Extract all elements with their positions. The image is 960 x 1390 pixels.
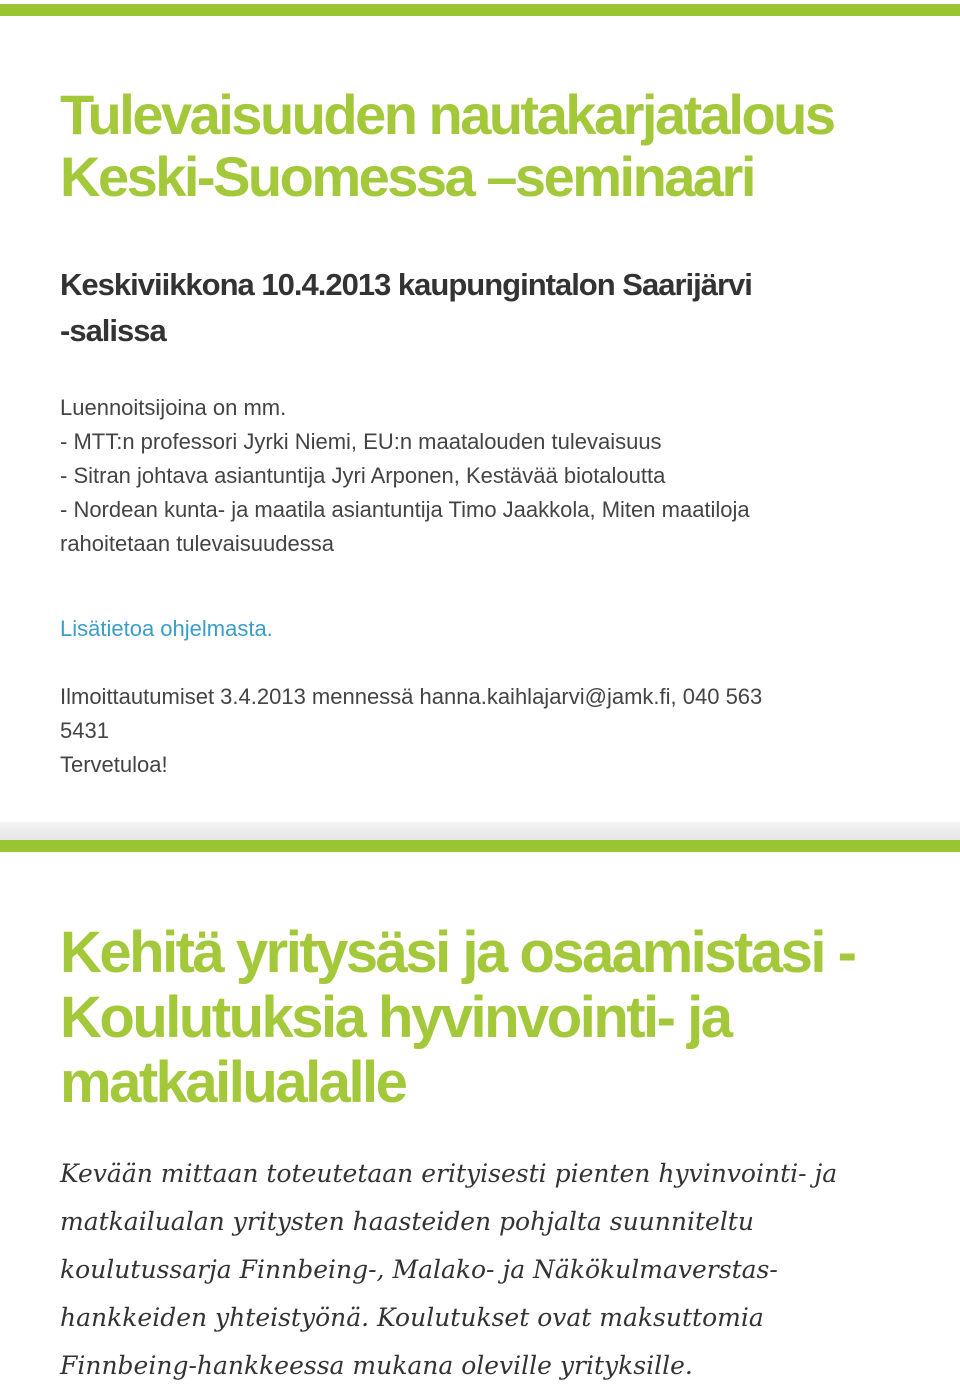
training-description-line: Finnbeing-hankkeessa mukana oleville yrityksille. bbox=[60, 1351, 693, 1380]
lecturer-item: - Nordean kunta- ja maatila asiantuntija Timo Jaakkola, Miten maatiloja bbox=[60, 497, 750, 522]
lecturers-block bbox=[60, 391, 920, 561]
section-divider-bar bbox=[0, 840, 960, 852]
training-description-line: hankkeiden yhteistyönä. Koulutukset ovat maksuttomia bbox=[60, 1303, 764, 1332]
lecturers-intro: Luennoitsijoina on mm. bbox=[60, 395, 287, 420]
program-info-link[interactable]: Lisätietoa ohjelmasta. bbox=[60, 616, 273, 641]
seminar-subtitle-line-1: Keskiviikkona 10.4.2013 kaupungintalon Saarijärvi bbox=[60, 267, 752, 302]
lecturer-item: - Sitran johtava asiantuntija Jyri Arponen, Kestävää biotaloutta bbox=[60, 463, 666, 488]
training-description-line: Kevään mittaan toteutetaan erityisesti pienten hyvinvointi- ja bbox=[60, 1159, 838, 1188]
top-accent-bar bbox=[0, 4, 960, 16]
training-title-line-2: Koulutuksia hyvinvointi- ja bbox=[60, 985, 731, 1050]
seminar-subtitle-line-2: -salissa bbox=[60, 313, 166, 348]
training-description bbox=[60, 1150, 920, 1390]
training-title-line-1: Kehitä yritysäsi ja osaamistasi - bbox=[60, 920, 855, 985]
lecturer-item: rahoitetaan tulevaisuudessa bbox=[60, 531, 334, 556]
training-description-line: matkailualan yritysten haasteiden pohjalta suunniteltu bbox=[60, 1207, 754, 1236]
training-title-line-3: matkailualalle bbox=[60, 1050, 406, 1115]
training-description-line: koulutussarja Finnbeing-, Malako- ja Näkökulmaverstas- bbox=[60, 1255, 778, 1284]
registration-block bbox=[60, 680, 920, 782]
seminar-title-line-2: Keski-Suomessa –seminaari bbox=[60, 145, 754, 208]
lecturer-item: - MTT:n professori Jyrki Niemi, EU:n maatalouden tulevaisuus bbox=[60, 429, 662, 454]
training-title bbox=[60, 920, 920, 1115]
seminar-title-line-1: Tulevaisuuden nautakarjatalous bbox=[60, 83, 834, 146]
seminar-subtitle bbox=[60, 262, 920, 354]
welcome-text: Tervetuloa! bbox=[60, 752, 168, 777]
registration-line-2: 5431 bbox=[60, 718, 109, 743]
registration-line-1: Ilmoittautumiset 3.4.2013 mennessä hanna.kaihlajarvi@jamk.fi, 040 563 bbox=[60, 684, 763, 709]
section-separator-shadow bbox=[0, 822, 960, 840]
seminar-title bbox=[60, 84, 920, 208]
